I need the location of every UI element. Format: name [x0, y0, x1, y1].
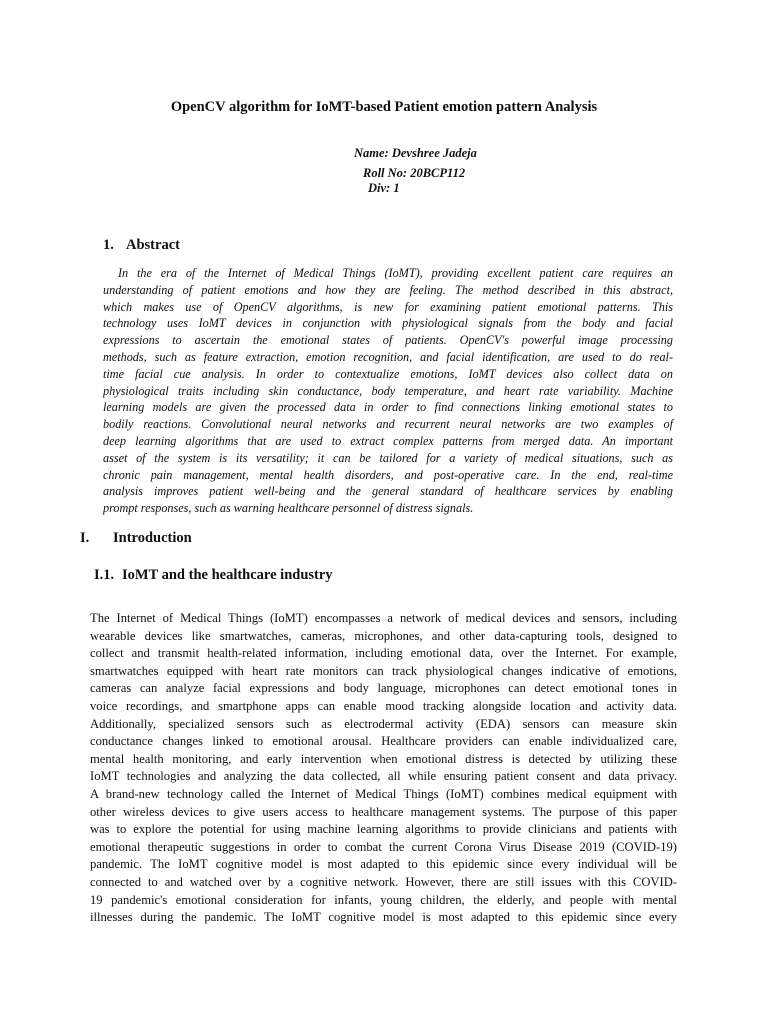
division: Div: 1 — [368, 181, 400, 195]
introduction-paragraph — [90, 610, 677, 927]
author-name: Name: Devshree Jadeja — [354, 146, 477, 160]
body-line: connected to and watched over by a cognitive network. However, there are still issues with this COVID- — [90, 874, 677, 889]
body-line: emotional therapeutic suggestions in order to combat the current Corona Virus Disease 2019 (COVID-19) — [90, 839, 677, 854]
body-line: conductance changes linked to emotional arousal. Healthcare providers can enable individualized care, — [90, 734, 677, 749]
body-line: mental health monitoring, and early intervention when emotional distress is detected by utilizing these — [90, 751, 677, 766]
abstract-line: physiological traits including skin conductance, body temperature, and heart rate variability. Machine — [103, 383, 673, 398]
abstract-paragraph — [103, 265, 673, 517]
subsection-title: IoMT and the healthcare industry — [122, 567, 333, 583]
introduction-heading — [80, 529, 192, 547]
abstract-line: prompt responses, such as warning healthcare personnel of distress signals. — [103, 501, 474, 516]
body-line: was to explore the potential for using machine learning algorithms to provide clinicians and patients with — [90, 822, 677, 837]
body-line: wearable devices like smartwatches, cameras, microphones, and other data-capturing tools, designed to — [90, 628, 677, 643]
body-line: illnesses during the pandemic. The IoMT cognitive model is most adapted to this epidemic since every — [90, 910, 677, 925]
abstract-line: understanding of patient emotions and how they are feeling. The method described in this abstract, — [103, 282, 673, 297]
abstract-line: analysis improves patient well-being and the general standard of healthcare services by enabling — [103, 484, 673, 499]
abstract-line: In the era of the Internet of Medical Things (IoMT), providing excellent patient care requires an — [118, 266, 673, 280]
body-line: pandemic. The IoMT cognitive model is most adapted to this epidemic since every individual will be — [90, 857, 677, 872]
body-line: cameras can analyze facial expressions and body language, microphones can detect emotional tones in — [90, 681, 677, 696]
abstract-line: bodily reactions. Convolutional neural networks and recurrent neural networks are two examples of — [103, 417, 673, 432]
body-line: 19 pandemic's emotional consideration for infants, young children, the elderly, and people with mental — [90, 892, 677, 907]
abstract-line: deep learning algorithms that are used to extract complex patterns from merged data. An important — [103, 433, 673, 448]
abstract-title: Abstract — [126, 237, 180, 253]
body-line: A brand-new technology called the Internet of Medical Things (IoMT) combines medical equipment with — [90, 786, 677, 801]
body-line: smartwatches equipped with heart rate monitors can track physiological changes indicative of emotions, — [90, 663, 677, 678]
abstract-line: methods, such as feature extraction, emotion recognition, and facial identification, are used to do real- — [103, 349, 673, 364]
abstract-line: expressions to ascertain the emotional states of patients. OpenCV's powerful image processing — [103, 333, 673, 348]
body-line: collect and transmit health-related information, including emotional data, over the Internet. For example, — [90, 646, 677, 661]
body-line: other wireless devices to give users access to healthcare management systems. The purpose of this paper — [90, 804, 677, 819]
abstract-line: which makes use of OpenCV algorithms, is new for examining patient emotional patterns. This — [103, 299, 673, 314]
subsection-heading — [94, 566, 333, 584]
subsection-number: I.1. — [94, 567, 115, 583]
roll-number: Roll No: 20BCP112 — [363, 166, 466, 180]
abstract-number: 1. — [103, 237, 114, 253]
abstract-line: chronic pain management, mental health disorders, and post-operative care. In the end, real-time — [103, 467, 673, 482]
introduction-number: I. — [80, 530, 90, 546]
body-line: voice recordings, and smartphone apps can enable mood tracking alongside location and activity data. — [90, 698, 677, 713]
introduction-title: Introduction — [113, 530, 192, 546]
abstract-line: learning models are given the processed data in order to find connections linking emotional states to — [103, 400, 673, 415]
body-line: The Internet of Medical Things (IoMT) encompasses a network of medical devices and sensors, including — [90, 611, 677, 625]
abstract-heading — [103, 236, 180, 254]
abstract-line: time facial cue analysis. In order to contextualize emotions, IoMT devices also collect data on — [103, 366, 673, 381]
body-line: Additionally, specialized sensors such as electrodermal activity (EDA) sensors can measure skin — [90, 716, 677, 731]
document-title: OpenCV algorithm for IoMT-based Patient emotion pattern Analysis — [170, 99, 598, 115]
abstract-line: asset of the system is its versatility; it can be tailored for a variety of medical situations, such as — [103, 450, 673, 465]
body-line: IoMT technologies and analyzing the data collected, all while ensuring patient consent and data privacy. — [90, 769, 677, 784]
abstract-line: technology uses IoMT devices in conjunction with physiological signals from the body and facial — [103, 316, 673, 331]
